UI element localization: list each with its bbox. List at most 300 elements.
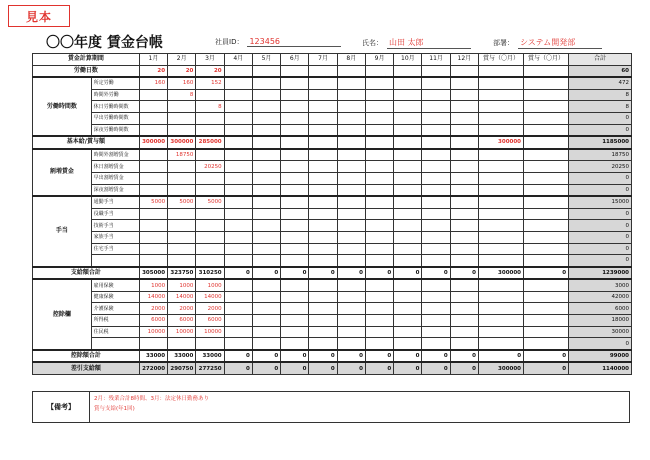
value-cell (168, 338, 196, 350)
value-cell (394, 338, 422, 350)
value-cell (450, 196, 478, 208)
value-cell (281, 65, 309, 77)
employee-id-value: 123456 (247, 37, 341, 47)
value-cell (394, 291, 422, 303)
page-title: 〇〇年度 賃金台帳 (46, 35, 163, 51)
value-cell: 0 (281, 362, 309, 374)
value-cell (479, 303, 524, 315)
value-cell (309, 184, 337, 196)
value-cell (224, 291, 252, 303)
value-cell (309, 77, 337, 89)
detail-row (33, 338, 632, 350)
value-cell: 0 (337, 362, 365, 374)
column-header: 4月 (224, 54, 252, 66)
value-cell (252, 172, 280, 184)
detail-row (33, 89, 632, 101)
value-cell: 272000 (139, 362, 167, 374)
column-header: 12月 (450, 54, 478, 66)
value-cell (309, 89, 337, 101)
value-cell: 0 (309, 362, 337, 374)
item-label: 家族手当 (91, 231, 139, 243)
value-cell (422, 124, 450, 136)
value-cell: 20 (139, 65, 167, 77)
value-cell (422, 255, 450, 267)
column-header: 6月 (281, 54, 309, 66)
value-cell (450, 208, 478, 220)
value-cell (224, 255, 252, 267)
value-cell (394, 315, 422, 327)
summary-row (33, 136, 632, 149)
value-cell (139, 231, 167, 243)
value-cell: 18750 (168, 149, 196, 161)
value-cell (450, 338, 478, 350)
value-cell (337, 255, 365, 267)
value-cell: 8 (569, 89, 632, 101)
value-cell (479, 326, 524, 338)
value-cell (394, 220, 422, 232)
value-cell (479, 291, 524, 303)
value-cell (139, 255, 167, 267)
value-cell (524, 303, 569, 315)
value-cell: 0 (422, 350, 450, 363)
value-cell: 20250 (569, 161, 632, 173)
value-cell (422, 338, 450, 350)
value-cell (394, 161, 422, 173)
value-cell (422, 303, 450, 315)
value-cell (139, 149, 167, 161)
value-cell: 0 (224, 267, 252, 280)
value-cell (365, 279, 393, 291)
value-cell (252, 315, 280, 327)
detail-row (33, 184, 632, 196)
value-cell (479, 338, 524, 350)
value-cell (224, 124, 252, 136)
value-cell: 8 (168, 89, 196, 101)
value-cell (337, 136, 365, 149)
sample-stamp: 見本 (8, 5, 70, 27)
column-header: 賞与（〇月） (479, 54, 524, 66)
value-cell: 0 (394, 267, 422, 280)
item-label: 通勤手当 (91, 196, 139, 208)
section-label: 労働時間数 (33, 77, 92, 136)
value-cell (422, 65, 450, 77)
detail-row (33, 112, 632, 124)
value-cell (524, 231, 569, 243)
value-cell: 0 (569, 172, 632, 184)
value-cell (281, 161, 309, 173)
summary-row (33, 267, 632, 280)
value-cell: 160 (168, 77, 196, 89)
detail-row (33, 172, 632, 184)
value-cell (450, 279, 478, 291)
value-cell (479, 161, 524, 173)
value-cell: 0 (569, 112, 632, 124)
value-cell (365, 303, 393, 315)
value-cell (252, 231, 280, 243)
value-cell (252, 184, 280, 196)
value-cell: 2000 (139, 303, 167, 315)
summary-label: 支給額合計 (33, 267, 140, 280)
value-cell: 33000 (168, 350, 196, 363)
value-cell (450, 124, 478, 136)
value-cell (524, 220, 569, 232)
value-cell (524, 243, 569, 255)
value-cell: 300000 (479, 362, 524, 374)
value-cell (479, 184, 524, 196)
value-cell: 10000 (196, 326, 224, 338)
remarks-box (32, 391, 630, 423)
value-cell (450, 101, 478, 113)
value-cell: 0 (569, 208, 632, 220)
value-cell: 152 (196, 77, 224, 89)
value-cell (394, 89, 422, 101)
value-cell (479, 77, 524, 89)
employee-id-label: 社員ID： (215, 38, 244, 46)
value-cell (337, 326, 365, 338)
value-cell (337, 184, 365, 196)
value-cell: 305000 (139, 267, 167, 280)
value-cell (224, 303, 252, 315)
value-cell (309, 220, 337, 232)
value-cell (281, 196, 309, 208)
value-cell (337, 338, 365, 350)
period-header: 賃金計算期間 (33, 54, 140, 66)
value-cell (422, 291, 450, 303)
value-cell: 0 (252, 267, 280, 280)
value-cell (479, 231, 524, 243)
value-cell (450, 89, 478, 101)
detail-row (33, 220, 632, 232)
remarks-label: 【備考】 (33, 392, 90, 422)
value-cell (422, 196, 450, 208)
value-cell: 99000 (569, 350, 632, 363)
item-label: 所得税 (91, 315, 139, 327)
value-cell: 0 (422, 362, 450, 374)
section-label: 割増賃金 (33, 149, 92, 196)
value-cell (394, 172, 422, 184)
item-label: 深夜割増賃金 (91, 184, 139, 196)
value-cell (394, 149, 422, 161)
value-cell (479, 172, 524, 184)
value-cell: 310250 (196, 267, 224, 280)
value-cell (224, 161, 252, 173)
department-label: 部署： (493, 39, 514, 47)
value-cell (337, 220, 365, 232)
value-cell: 14000 (168, 291, 196, 303)
value-cell (196, 124, 224, 136)
value-cell (309, 208, 337, 220)
value-cell: 20 (196, 65, 224, 77)
value-cell: 30000 (569, 326, 632, 338)
value-cell (337, 303, 365, 315)
value-cell (281, 77, 309, 89)
value-cell: 0 (524, 362, 569, 374)
department-field (493, 37, 602, 49)
value-cell (139, 112, 167, 124)
value-cell: 277250 (196, 362, 224, 374)
header-row (33, 54, 632, 66)
value-cell (365, 124, 393, 136)
value-cell (139, 89, 167, 101)
value-cell: 1185000 (569, 136, 632, 149)
detail-row (33, 208, 632, 220)
value-cell (139, 184, 167, 196)
value-cell (224, 338, 252, 350)
value-cell: 0 (569, 338, 632, 350)
value-cell (252, 255, 280, 267)
value-cell (450, 291, 478, 303)
value-cell (139, 161, 167, 173)
value-cell (252, 196, 280, 208)
value-cell: 6000 (569, 303, 632, 315)
item-label: 雇用保険 (91, 279, 139, 291)
value-cell: 14000 (196, 291, 224, 303)
value-cell: 0 (394, 362, 422, 374)
column-header: 7月 (309, 54, 337, 66)
value-cell: 3000 (569, 279, 632, 291)
value-cell (394, 243, 422, 255)
value-cell (168, 184, 196, 196)
value-cell (252, 338, 280, 350)
value-cell (224, 231, 252, 243)
value-cell (309, 303, 337, 315)
value-cell: 0 (309, 267, 337, 280)
detail-row (33, 101, 632, 113)
value-cell (450, 243, 478, 255)
value-cell (365, 136, 393, 149)
value-cell: 0 (450, 362, 478, 374)
value-cell (524, 196, 569, 208)
value-cell (281, 303, 309, 315)
value-cell (450, 231, 478, 243)
value-cell (168, 161, 196, 173)
value-cell (422, 220, 450, 232)
value-cell (224, 89, 252, 101)
value-cell (224, 326, 252, 338)
value-cell (309, 338, 337, 350)
value-cell (524, 315, 569, 327)
value-cell (309, 231, 337, 243)
item-label: 休日労働時間数 (91, 101, 139, 113)
value-cell (281, 326, 309, 338)
summary-row (33, 350, 632, 363)
detail-row (33, 231, 632, 243)
value-cell (281, 112, 309, 124)
item-label (91, 338, 139, 350)
value-cell (139, 124, 167, 136)
value-cell (139, 172, 167, 184)
detail-row (33, 149, 632, 161)
value-cell (365, 208, 393, 220)
value-cell: 300000 (139, 136, 167, 149)
value-cell: 0 (224, 350, 252, 363)
value-cell (524, 124, 569, 136)
column-header: 5月 (252, 54, 280, 66)
value-cell (394, 255, 422, 267)
item-label: 所定労働 (91, 77, 139, 89)
value-cell (524, 89, 569, 101)
value-cell (168, 231, 196, 243)
value-cell: 8 (569, 101, 632, 113)
detail-row (33, 77, 632, 89)
value-cell (281, 255, 309, 267)
value-cell (196, 338, 224, 350)
value-cell (524, 279, 569, 291)
value-cell (422, 208, 450, 220)
value-cell (422, 101, 450, 113)
value-cell (337, 65, 365, 77)
value-cell (422, 243, 450, 255)
value-cell (524, 255, 569, 267)
value-cell: 18750 (569, 149, 632, 161)
column-header: 10月 (394, 54, 422, 66)
value-cell: 0 (252, 350, 280, 363)
value-cell (252, 303, 280, 315)
value-cell (394, 101, 422, 113)
value-cell (365, 184, 393, 196)
value-cell (394, 279, 422, 291)
value-cell (309, 65, 337, 77)
value-cell: 0 (450, 350, 478, 363)
value-cell (281, 101, 309, 113)
value-cell (422, 161, 450, 173)
value-cell: 0 (337, 350, 365, 363)
value-cell (309, 315, 337, 327)
item-label: 住民税 (91, 326, 139, 338)
value-cell (252, 208, 280, 220)
value-cell (224, 315, 252, 327)
value-cell (450, 161, 478, 173)
value-cell: 0 (365, 267, 393, 280)
value-cell (252, 65, 280, 77)
value-cell (337, 315, 365, 327)
summary-label: 控除額合計 (33, 350, 140, 363)
value-cell: 2000 (168, 303, 196, 315)
value-cell (365, 101, 393, 113)
value-cell: 0 (569, 124, 632, 136)
value-cell (252, 136, 280, 149)
summary-label: 労働日数 (33, 65, 140, 77)
value-cell (524, 112, 569, 124)
value-cell (479, 196, 524, 208)
value-cell (450, 65, 478, 77)
value-cell (337, 291, 365, 303)
value-cell (252, 220, 280, 232)
value-cell: 300000 (479, 136, 524, 149)
value-cell (479, 315, 524, 327)
employee-name-label: 氏名： (362, 39, 383, 47)
value-cell (479, 255, 524, 267)
value-cell (365, 65, 393, 77)
remarks-line: 賞与支給(年1回) (94, 406, 135, 412)
value-cell (337, 124, 365, 136)
value-cell (252, 243, 280, 255)
summary-label: 基本給/賞与額 (33, 136, 140, 149)
value-cell (450, 220, 478, 232)
value-cell (281, 184, 309, 196)
item-label: 深夜労働時間数 (91, 124, 139, 136)
value-cell (309, 326, 337, 338)
value-cell (394, 326, 422, 338)
value-cell: 0 (309, 350, 337, 363)
value-cell (309, 124, 337, 136)
value-cell: 1000 (196, 279, 224, 291)
value-cell (394, 231, 422, 243)
value-cell (394, 136, 422, 149)
value-cell (196, 149, 224, 161)
value-cell (224, 279, 252, 291)
detail-row (33, 124, 632, 136)
value-cell (224, 243, 252, 255)
value-cell (524, 338, 569, 350)
value-cell (450, 255, 478, 267)
value-cell: 20 (168, 65, 196, 77)
value-cell (309, 101, 337, 113)
value-cell (168, 112, 196, 124)
value-cell (479, 124, 524, 136)
value-cell (422, 172, 450, 184)
column-header: 3月 (196, 54, 224, 66)
detail-row (33, 161, 632, 173)
value-cell (337, 112, 365, 124)
value-cell (479, 220, 524, 232)
value-cell (168, 255, 196, 267)
value-cell (196, 243, 224, 255)
value-cell (524, 172, 569, 184)
value-cell (365, 161, 393, 173)
value-cell (224, 136, 252, 149)
detail-row (33, 279, 632, 291)
value-cell (365, 338, 393, 350)
value-cell: 0 (569, 184, 632, 196)
value-cell: 0 (224, 362, 252, 374)
item-label: 住宅手当 (91, 243, 139, 255)
value-cell (365, 220, 393, 232)
value-cell (252, 326, 280, 338)
value-cell (422, 112, 450, 124)
value-cell (394, 196, 422, 208)
value-cell (309, 161, 337, 173)
value-cell (524, 149, 569, 161)
value-cell (524, 77, 569, 89)
value-cell (224, 112, 252, 124)
value-cell (281, 279, 309, 291)
value-cell: 160 (139, 77, 167, 89)
value-cell (337, 279, 365, 291)
value-cell (309, 136, 337, 149)
value-cell (337, 161, 365, 173)
column-header: 11月 (422, 54, 450, 66)
value-cell (281, 315, 309, 327)
value-cell (337, 101, 365, 113)
detail-row (33, 255, 632, 267)
value-cell (337, 231, 365, 243)
value-cell (224, 101, 252, 113)
value-cell (337, 243, 365, 255)
value-cell (196, 255, 224, 267)
value-cell (224, 196, 252, 208)
value-cell (524, 326, 569, 338)
value-cell: 0 (365, 362, 393, 374)
value-cell: 33000 (196, 350, 224, 363)
value-cell: 42000 (569, 291, 632, 303)
item-label (91, 255, 139, 267)
value-cell: 2000 (196, 303, 224, 315)
value-cell (365, 243, 393, 255)
value-cell (479, 279, 524, 291)
value-cell (479, 89, 524, 101)
value-cell: 0 (524, 350, 569, 363)
